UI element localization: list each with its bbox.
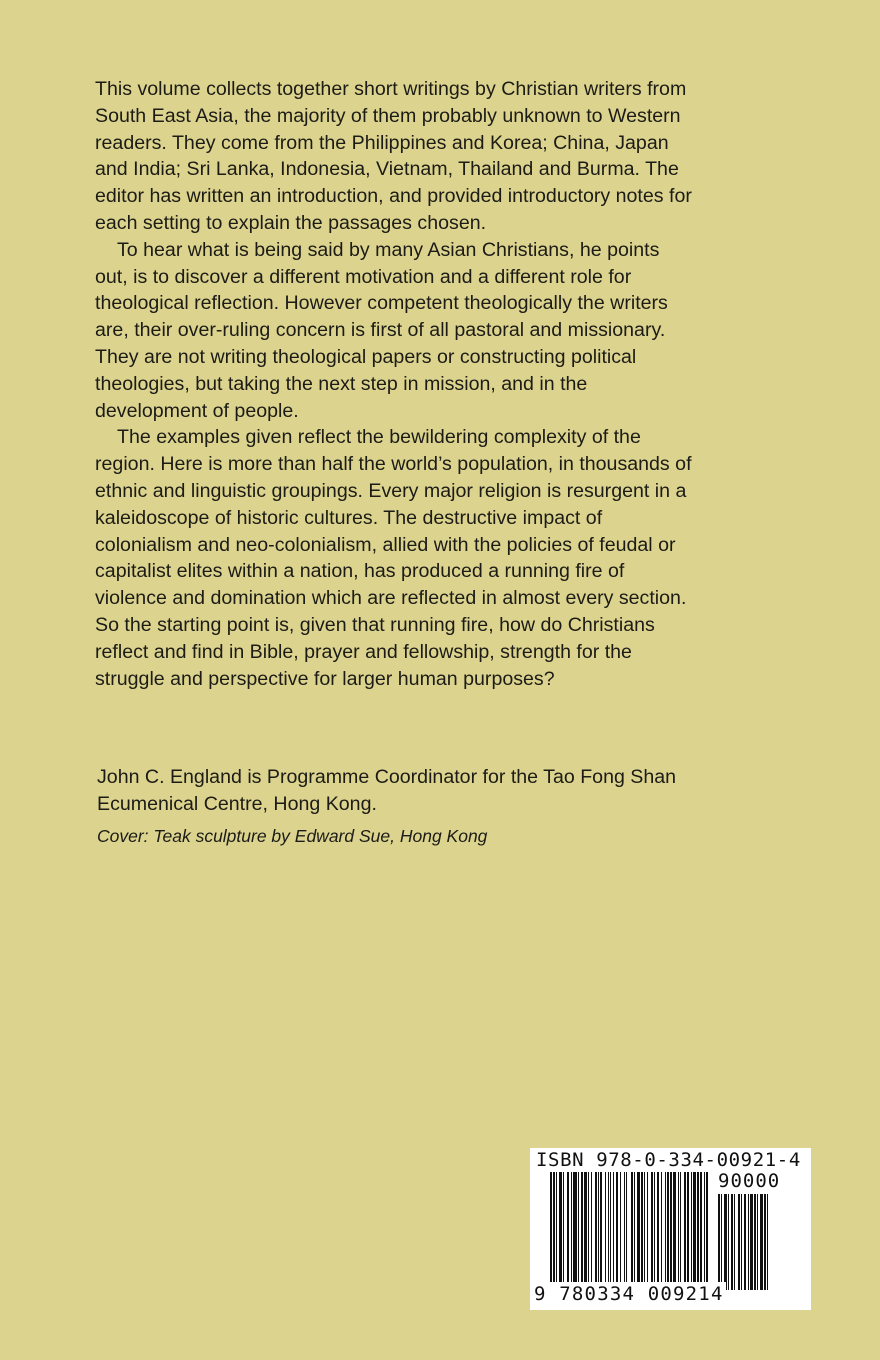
barcode-bar: [613, 1172, 614, 1290]
barcode-bar: [571, 1172, 572, 1290]
barcode-bar: [567, 1172, 569, 1290]
barcode-bar: [684, 1172, 686, 1290]
barcode-bar: [626, 1172, 627, 1290]
barcode-bar: [741, 1194, 742, 1290]
barcode-bar: [651, 1172, 653, 1290]
ean-number: 9 780334 009214: [534, 1283, 724, 1305]
barcode-bar: [680, 1172, 681, 1290]
barcode-bar: [693, 1172, 696, 1290]
isbn-label: ISBN 978-0-334-00921-4: [536, 1149, 801, 1171]
barcode-bar: [634, 1172, 635, 1290]
barcode-bar: [563, 1172, 564, 1290]
addon-barcode-bars: [718, 1194, 804, 1290]
barcode-bar: [700, 1172, 702, 1290]
barcode-bar: [559, 1172, 562, 1290]
barcode-bar: [591, 1172, 592, 1290]
barcode-bar: [631, 1172, 633, 1290]
barcode-bar: [764, 1194, 766, 1290]
barcode-bar: [760, 1194, 763, 1290]
barcode-bar: [667, 1172, 669, 1290]
barcode-bar: [644, 1172, 645, 1290]
back-cover-blurb: [95, 76, 695, 692]
isbn-barcode: [530, 1148, 811, 1310]
barcode-bar: [767, 1194, 768, 1290]
barcode-bar: [750, 1194, 753, 1290]
cover-credit: Cover: Teak sculpture by Edward Sue, Hong Kong: [97, 826, 488, 846]
barcode-bar: [691, 1172, 692, 1290]
barcode-bar: [738, 1194, 740, 1290]
barcode-bar: [673, 1172, 676, 1290]
blurb-paragraph-3: The examples given reflect the bewildering complexity of the region. Here is more than half the world’s population, in thousands of ethnic and linguistic groupings. Every major religion is resurgent in a kaleidoscope of historic cultures. The destructive impact of colonialism and neo-colonialism, allied with the policies of feudal or capitalist elites within a nation, has produced a running fire of violence and domination which are reflected in almost every section. So the starting point is, given that running fire, how do Christians reflect and find in Bible, prayer and fellowship, strength for the struggle and perspective for larger human purposes?: [95, 426, 692, 690]
barcode-bar: [598, 1172, 599, 1290]
barcode-bar: [584, 1172, 587, 1290]
barcode-bar: [608, 1172, 609, 1290]
barcode-bar: [550, 1172, 552, 1290]
barcode-bar: [605, 1172, 606, 1290]
barcode-bar: [573, 1172, 577, 1290]
ean-barcode-bars: [550, 1172, 710, 1290]
barcode-bar: [600, 1172, 602, 1290]
barcode-bar: [754, 1194, 756, 1290]
blurb-paragraph-2: To hear what is being said by many Asian Christians, he points out, is to discover a different motivation and a different role for theological reflection. However competent theologically the writers are, their over-ruling concern is first of all pastoral and missionary. They are not writing theological papers or constructing political theologies, but taking the next step in mission, and in the development of people.: [95, 238, 668, 422]
barcode-bar: [553, 1172, 555, 1290]
price-code: 90000: [718, 1170, 781, 1192]
barcode-bar: [665, 1172, 666, 1290]
barcode-bar: [687, 1172, 689, 1290]
barcode-bar: [588, 1172, 589, 1290]
barcode-bar: [637, 1172, 640, 1290]
barcode-bar: [704, 1172, 705, 1290]
barcode-bar: [654, 1172, 655, 1290]
author-note: John C. England is Programme Coordinator for the Tao Fong Shan Ecumenical Centre, Hong Kong.: [97, 766, 677, 815]
barcode-bar: [616, 1172, 618, 1290]
barcode-bar: [744, 1194, 746, 1290]
barcode-bar: [581, 1172, 583, 1290]
barcode-bar: [721, 1194, 722, 1290]
barcode-bar: [757, 1194, 758, 1290]
barcode-bar: [595, 1172, 597, 1290]
barcode-bar: [657, 1172, 659, 1290]
barcode-bar: [624, 1172, 625, 1290]
barcode-bar: [724, 1194, 727, 1290]
barcode-bar: [610, 1172, 611, 1290]
barcode-bar: [697, 1172, 699, 1290]
barcode-bar: [647, 1172, 648, 1290]
barcode-bar: [734, 1194, 735, 1290]
barcode-bar: [678, 1172, 679, 1290]
barcode-bar: [728, 1194, 729, 1290]
barcode-bar: [556, 1172, 557, 1290]
barcode-bar: [706, 1172, 708, 1290]
barcode-bar: [620, 1172, 621, 1290]
blurb-paragraph-1: This volume collects together short writings by Christian writers from South East Asia, the majority of them probably unknown to Western readers. They come from the Philippines and Korea; China, Japan and India; Sri Lanka, Indonesia, Vietnam, Thailand and Burma. The editor has written an introduction, and provided introductory notes for each setting to explain the passages chosen.: [95, 78, 692, 234]
barcode-bar: [748, 1194, 749, 1290]
barcode-bar: [731, 1194, 733, 1290]
barcode-bar: [718, 1194, 720, 1290]
barcode-bar: [661, 1172, 662, 1290]
barcode-bar: [578, 1172, 579, 1290]
barcode-bar: [641, 1172, 643, 1290]
barcode-bar: [670, 1172, 672, 1290]
